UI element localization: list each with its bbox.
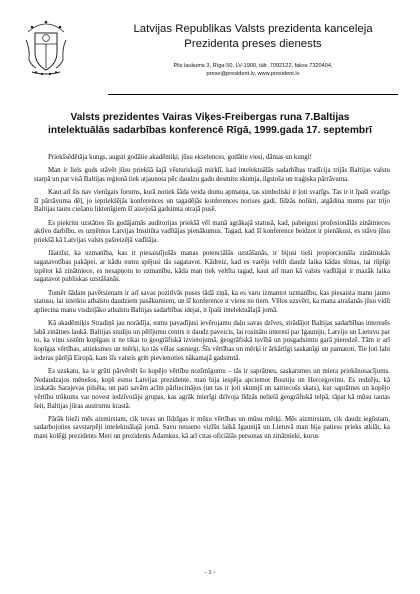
department-name: Prezidenta preses dienests: [184, 38, 322, 50]
paragraph: Pārāk bieži mēs aizmirstam, cik tuvas un līdzīgas ir mūsu vērtības un mūsu mērķi. Mēs aizmirstam, cik daudz iegūstam, sadarbojoties savstarpēji intelektuālajā jomā. Savu nesseno vizīšu laikā Igaunijā un Lietuvā man bija patiess prieks atklāt, ka mani kolēģi prezidents Meri un prezidents Adamkus, kā arī citas oficiālās personas un zinātnieki, kurus: [34, 415, 390, 441]
document-title: [30, 111, 390, 137]
coat-of-arms-icon: [22, 18, 70, 76]
paragraph: Kaut arī šis nav vienīgais forums, kurā notiek šāda veida domu apmaiņa, tas simboliski ir ļoti svarīgs. Tas ir it īpaši svarīgs šī pārrāvuma dēļ, jo iepriekšējās konferences un tagadējās konferences norises gadi, līdzās nolikti, atgādina mums par trijo Baltijas tautu ciešanu liktenīgiem šī aizejošā gadsimta otrajā pusē.: [34, 189, 390, 214]
contact-address: Pils laukums 3, Rīga-50, LV-1900, tālr. 7092122, fakss 7320404,: [173, 63, 333, 69]
paragraph: Es piekritu uzstāties šīs godājamās auditorijas priekšā vēl manā agrākajā statusā, kad, pabeigusi profesionālās zinātnieces aktīvo darbību, es uzņēmos Latvijas Institūta vadītājas pienākumus. Tagad, kad šī konference beidzot ir pienākusi, es stāvu jūsu priekšā kā Latvijas valsts pašreizējā vadītāja.: [34, 219, 390, 245]
title-line-1: Valsts prezidentes Vairas Viķes-Freibergas runa 7.Baltijas: [70, 112, 350, 123]
paragraph: Es uzskatu, ka ir grūti pārvērtēt šo kopējo vērtību nozīmīgumu – tās ir saprātnes, saskarsmes un miera priekšnosacījums. Nedaudzajos mēnešos, kopš esmu Latvijas prezidente, man bija iespēja apciemot Bosniju un Hercegovinu. Es redzēju, kā izskatās Sarajevas pilsēta, un pati savām acīm pārliecinājos (un tas ir ļoti skumjš un satriecošs skats), kur saprātnes un kopējo vērtību trūkums var novest iedzīvotāju grupas, kas agrāk mierīgi dzīvoja līdzās nelielā ģeogrāfiskā telpā, tāpat kā mūsu tautas šeit, Baltijas jūras austrumu krastā.: [34, 367, 390, 410]
organization-name: Latvijas Republikas Valsts prezidenta kanceleja: [133, 23, 373, 35]
header-divider: [108, 94, 398, 95]
page-number: - 1 -: [204, 569, 216, 576]
letterhead: [108, 22, 398, 78]
paragraph: Jāatzīst, ka uzmanība, kas ir piesaistījušās manas potenciālās uzstāšanās, ir bijusi tieši proporcionāla zinātniskās sagatavotības pakāpei, ar kādu esmu spējusi tās sagatavot. Kādreiz, kad es varēju veltīt daudz laika kādas tēmas, tai rūpīgi izpētot kā zinātniece, es nesapņotu to uzmanību, kāda man tiek veltīta tagad, kaut arī man kā valsts vadītājai ir mazāk laika sagatavot publiskas uzstāšanās.: [34, 250, 390, 284]
paragraph: Kā akadēmiķis Stradiņš jau norādīja, esmu pavadījusi ievērojamu daļu savas dzīves, strādājot Baltijas sadarbības interesēs labā zinātnes laukā. Baltijas studiju un pētījumu centrs ir daudz paveicis, lai rosinātu interesi par Igauniju, Latviju un Lietuvu par to, ka viņu sistēm kopīgais ir ne tikai to ģeogrāfiskā izvietojumā, ģeogrāfiskā tuvībā un pusgadsimtu garā pieredzē. Tām ir arī kopīgas vērtības, attieksmes un mērķi, ko tās vēlas sasniegt. Šīs vērtības un mērķi ir ārkārtīgi saskanīgi un pamatoti. Tie ļoti labi iederas pārējā Eiropā, kam šīs valstis grib pievienoties nākamajā gadsimtā.: [34, 320, 390, 362]
contact-email-web: prese@president.lv, www.president.lv: [206, 71, 300, 77]
paragraph: Tomēr šādam pavērsienam ir arī savas pozitīvās puses tādā ziņā, ka es varu izmantot uzmanību, kas piesaista manu jauno statusu, lai izteiktu atbalstu daudziem pasākumiem, un šī konference ir viens no tiem. Vēlos uzsvērt, ka mana atrašanās jūsu vidū apliecina manu visdziļāko atbalstu Baltijas sadarbības idejai, it īpaši intelektuālajā jomā.: [34, 289, 390, 314]
paragraph: Priekšsēdētāja kungs, augsti godātie akadēmiķi, jūsu ekselences, godātie viesi, dāmas un kungi!: [48, 154, 312, 161]
paragraph: Man ir liels gods stāvēt jūsu priekšā šajā vēsturiskajā mirklī, kad intelektuālās sadarbības tradīcija trijās Baltijas valstu starpā un pat visā Baltijas reģionā tiek atjaunota pēc daudzu gadu desmitu skumja, ilgstoša un traģiska pārrāvuma.: [34, 167, 390, 183]
speech-body: [34, 154, 390, 446]
title-line-2: intelektuālās sadarbības konferencē Rīgā, 1999.gada 17. septembrī: [48, 125, 372, 136]
